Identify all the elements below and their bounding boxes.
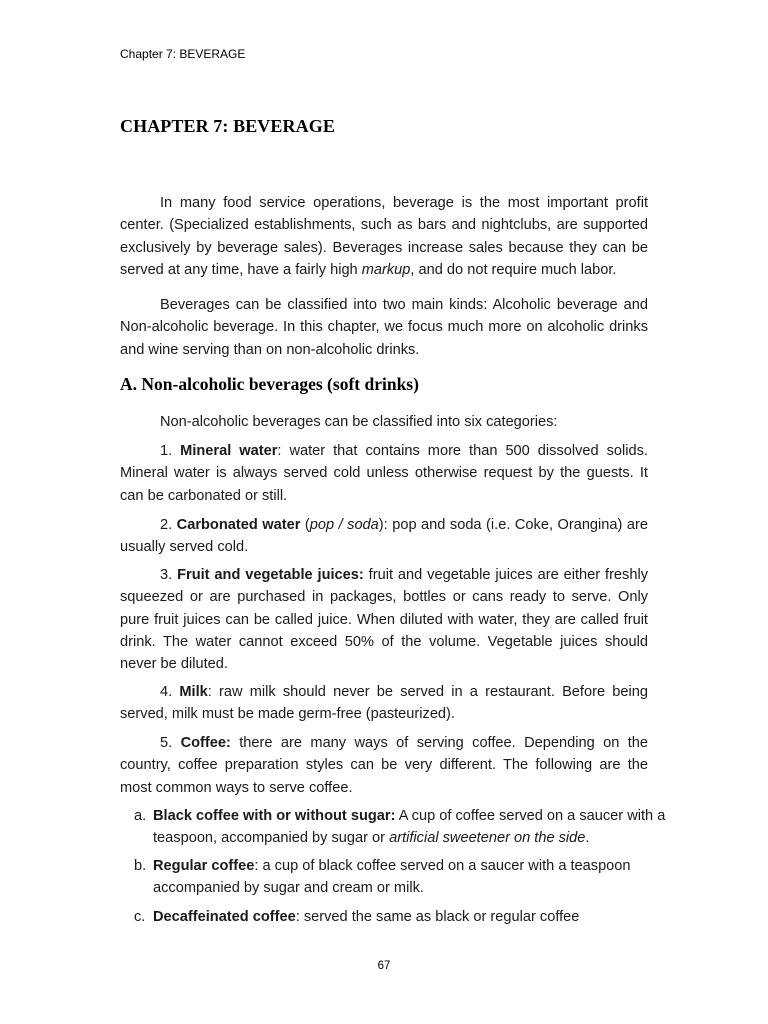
coffee-type-regular <box>134 855 667 900</box>
list-letter: a. <box>134 808 147 824</box>
item-term: Milk <box>179 684 208 700</box>
intro-p1-text-a: In many food service operations, beverage is the most important profit center. (Specialized establishments, such as bars and nightclubs, are supported exclusively by beverage sales). Beverages increase sales because they can be served at any time, have a fairly high <box>120 195 648 278</box>
page-number: 67 <box>377 960 391 972</box>
item-term: Mineral water <box>180 443 278 459</box>
coffee-type-text: : a cup of black coffee served on a saucer with a teaspoon accompanied by sugar and cream or milk. <box>153 858 631 897</box>
category-item-coffee <box>120 732 648 799</box>
item-number: 4. <box>160 684 180 700</box>
item-text: : water that contains more than 500 dissolved solids. Mineral water is always served cold unless otherwise request by the guests. It can be carbonated or still. <box>120 443 648 504</box>
category-item-carbonated-water <box>120 514 648 559</box>
item-number: 3. <box>160 567 178 583</box>
item-term: Fruit and vegetable juices: <box>177 567 364 583</box>
coffee-type-italic: artificial sweetener on the side <box>389 830 586 847</box>
item-pre-italic: ( <box>300 517 310 533</box>
running-header: Chapter 7: BEVERAGE <box>120 47 246 61</box>
section-lead: Non-alcoholic beverages can be classified into six categories: <box>160 414 558 430</box>
item-text: fruit and vegetable juices are either freshly squeezed or are purchased in packages, bottles or cans ready to serve. Only pure fruit juices can be called juice. When diluted with water, they are called fruit drink. The water cannot exceed 50% of the volume. Vegetable juices should never be diluted. <box>120 567 649 673</box>
intro-p1-text-b: , and do not require much labor. <box>410 261 617 278</box>
item-number: 1. <box>160 443 181 459</box>
coffee-type-term: Regular coffee <box>153 858 255 874</box>
list-letter: b. <box>134 858 147 874</box>
item-text: : raw milk should never be served in a restaurant. Before being served, milk must be made germ-free (pasteurized). <box>120 684 648 723</box>
coffee-type-term: Decaffeinated coffee <box>153 909 296 925</box>
coffee-type-decaffeinated <box>134 906 667 928</box>
coffee-type-tail: . <box>585 830 590 847</box>
coffee-type-text: : served the same as black or regular coffee <box>295 909 580 925</box>
category-item-juices <box>120 564 648 675</box>
category-item-milk <box>120 681 648 726</box>
item-text: ): pop and soda (i.e. Coke, Orangina) are usually served cold. <box>120 517 648 556</box>
intro-paragraph-2: Beverages can be classified into two main kinds: Alcoholic beverage and Non-alcoholic beverage. In this chapter, we focus much more on alcoholic drinks and wine serving than on non-alcoholic drinks. <box>120 297 648 358</box>
intro-paragraph-1 <box>120 192 648 281</box>
item-text: there are many ways of serving coffee. Depending on the country, coffee preparation styles can be very different. The following are the most common ways to serve coffee. <box>120 735 648 796</box>
intro-p1-italic: markup <box>361 261 411 278</box>
item-term: Coffee: <box>180 735 231 751</box>
item-number: 2. <box>160 517 177 533</box>
list-letter: c. <box>134 909 146 925</box>
item-term: Carbonated water <box>176 517 301 533</box>
coffee-type-black <box>134 805 667 850</box>
item-number: 5. <box>160 735 181 751</box>
chapter-title: CHAPTER 7: BEVERAGE <box>120 116 335 136</box>
section-heading: A. Non-alcoholic beverages (soft drinks) <box>120 374 419 394</box>
item-italic: pop / soda <box>309 517 379 533</box>
coffee-type-text: A cup of coffee served on a saucer with a teaspoon, accompanied by sugar or <box>153 808 666 847</box>
category-item-mineral-water <box>120 440 648 507</box>
coffee-type-term: Black coffee with or without sugar: <box>153 808 396 824</box>
